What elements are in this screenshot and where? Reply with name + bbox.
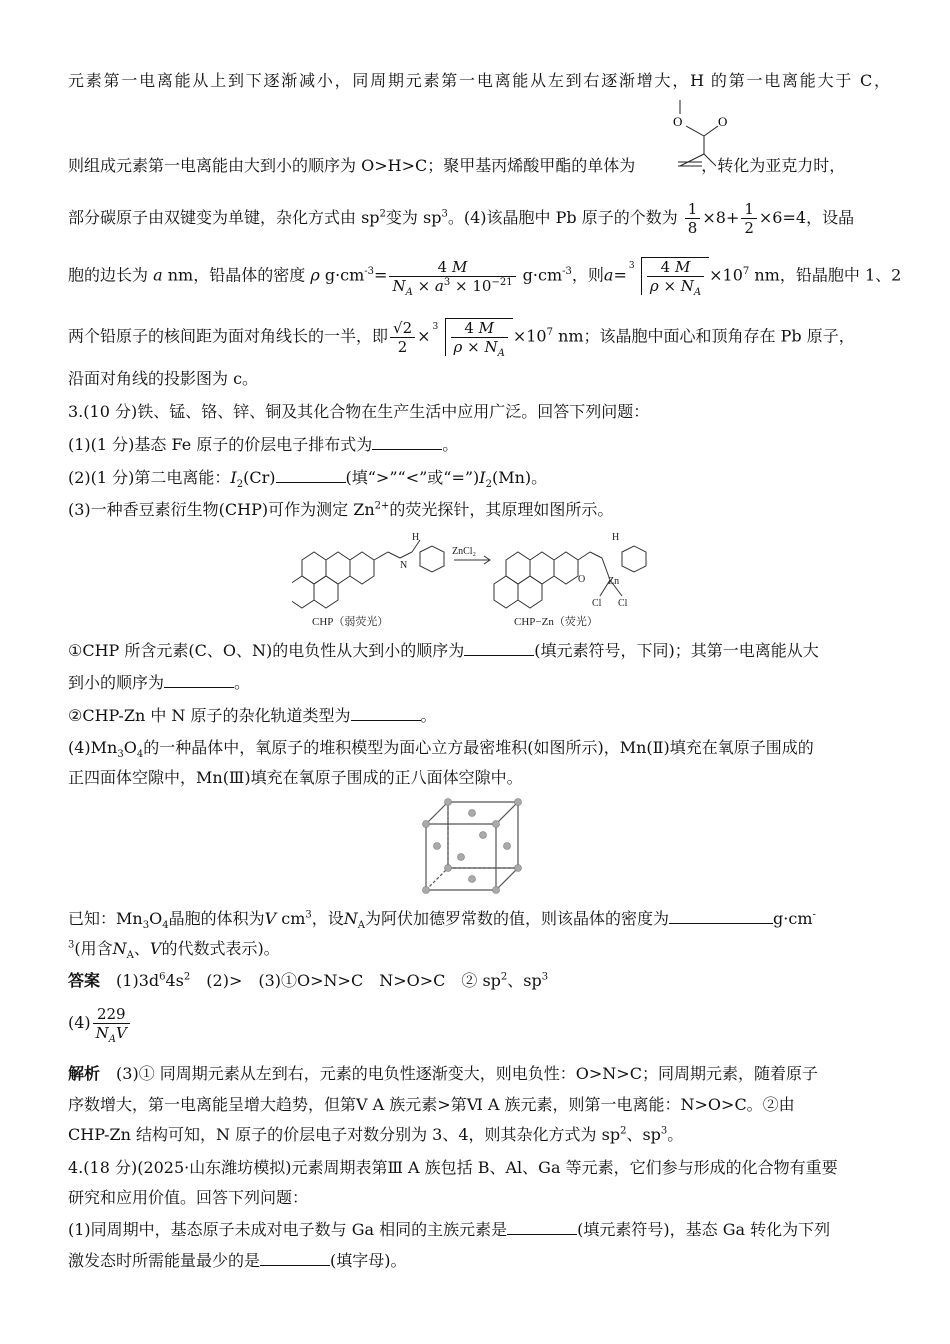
answer-blank[interactable]: [669, 909, 773, 924]
text-line: 则组成元素第一电离能由大到小的顺序为 O>H>C；聚甲基丙烯酸甲酯的单体为 ，转化为亚克力时，: [68, 156, 846, 175]
analysis-line: 解析 (3)① 同周期元素从左到右，元素的电负性逐渐变大，则电负性：O>N>C；同周期元素，随着原子: [68, 1064, 818, 1083]
answer-blank[interactable]: [507, 1220, 577, 1235]
svg-text:Cl: Cl: [592, 598, 602, 609]
question-item: (2)(1 分)第二电离能：$I_2(Cr)$ (填“>”“<”或“$=”)I_2(Mn)$。: [68, 468, 548, 491]
fraction: $\frac{√2}{2}$: [390, 319, 415, 356]
question-item: 已知：$Mn_3O_4$晶胞的体积为V $cm^3$，设$N_A$为阿伏加德罗常数的值，则该晶体的密度为 g·cm-: [68, 909, 816, 932]
svg-text:N: N: [400, 560, 408, 571]
question-item: ①CHP 所含元素(C、O、N)的电负性从大到小的顺序为 (填元素符号，下同)；其第一电离能从大: [68, 641, 819, 660]
svg-text:O: O: [673, 114, 683, 129]
answer-line: 答案 $(1)3d^64s^2$ (2)> (3)①O>N>C N>O>C ② $sp^2$、$sp^3$: [68, 971, 549, 990]
question-heading: 4.(18 分)(2025·山东潍坊模拟)元素周期表第Ⅲ A 族包括 B、Al、Ga 等元素，它们参与形成的化合物有重要: [68, 1158, 838, 1177]
answer-blank[interactable]: [276, 468, 346, 483]
question-item: $(4)Mn_3O_4$的一种晶体中，氧原子的堆积模型为面心立方最密堆积(如图所示)，Mn(Ⅱ)填充在氧原子围成的: [68, 738, 814, 761]
answer-blank[interactable]: [260, 1251, 330, 1266]
reagent-label: ZnCl₂: [452, 546, 477, 557]
chp-reaction-figure: [292, 530, 662, 630]
question-item: 正四面体空隙中，Mn(Ⅲ)填充在氧原子围成的正八面体空隙中。: [68, 768, 523, 787]
cube-root: 3 $\frac{4 M}{\rho \times N_A}$: [627, 257, 709, 295]
answer-blank[interactable]: [164, 673, 234, 688]
cube-root: 3 $\frac{4 M}{\rho \times N_A}$: [431, 318, 513, 356]
svg-text:O: O: [578, 574, 586, 585]
question-item: 到小的顺序为 。: [68, 673, 251, 692]
svg-text:O: O: [718, 114, 728, 129]
question-item: $^3$(用含$N_A$、V的代数式表示)。: [68, 939, 280, 962]
text-line: 部分碳原子由双键变为单键，杂化方式由 $sp^2$变为 $sp^3$。(4)该晶胞中 Pb 原子的个数为 $\frac{1}{8}$ ×8+ $\frac{1}{2}$ ×6=4，设晶: [68, 200, 855, 237]
question-heading: 研究和应用价值。回答下列问题：: [68, 1188, 309, 1207]
question-item: (1)(1 分)基态 Fe 原子的价层电子排布式为 。: [68, 435, 459, 454]
answer-fraction: $\frac{229}{N_AV}$: [93, 1005, 130, 1042]
question-item: ②CHP-Zn 中 N 原子的杂化轨道类型为 。: [68, 706, 437, 725]
chp-left-label: CHP（弱荧光）: [312, 616, 389, 628]
question-item: 激发态时所需能量最少的是 (填字母)。: [68, 1251, 407, 1270]
question-item: (1)同周期中，基态原子未成对电子数与 Ga 相同的主族元素是 (填元素符号)，基态 Ga 转化为下列: [68, 1220, 831, 1239]
text-line: 两个铅原子的核间距为面对角线长的一半，即 $\frac{√2}{2}$ × 3 $\frac{4 M}{\rho \times N_A}$ $\times 10^7$ nm；该晶胞中面心和顶角存在 Pb 原子，: [68, 318, 855, 359]
svg-text:H: H: [412, 532, 420, 543]
svg-text:H: H: [612, 532, 620, 543]
answer-blank[interactable]: [464, 641, 534, 656]
fraction: $\frac{1}{8}$: [685, 200, 701, 237]
answer-line: (4) $\frac{229}{N_AV}$: [68, 1005, 890, 1042]
text-line: 沿面对角线的投影图为 c。: [68, 369, 259, 388]
chp-right-label: CHP−Zn（荧光）: [514, 616, 598, 628]
density-fraction: $\frac{4 M}{N_A \times a^3 \times 10^{-21}}$: [389, 258, 515, 295]
text-line: 元素第一电离能从上到下逐渐减小，同周期元素第一电离能从左到右逐渐增大，H 的第一电离能大于 C，: [68, 71, 890, 90]
fraction: $\frac{1}{2}$: [741, 200, 757, 237]
question-heading: 3.(10 分)铁、锰、铬、锌、铜及其化合物在生产生活中应用广泛。回答下列问题：: [68, 402, 650, 421]
svg-text:Zn: Zn: [608, 576, 620, 587]
svg-text:Cl: Cl: [618, 598, 628, 609]
fcc-cube-figure: [418, 796, 530, 896]
text-line: 胞的边长为 a nm，铅晶体的密度 ρ $g\cdot cm^{-3}=$ $\frac{4 M}{N_A \times a^3 \times 10^{-21}}$ $g\cdot cm^{-3}$，则a= 3 $\frac{4 M}{\rho \times N_A}$ $\times 10^7$ nm，铅晶胞中 1、2: [68, 257, 902, 298]
analysis-line: CHP-Zn 结构可知，N 原子的价层电子对数分别为 3、4，则其杂化方式为 $sp^2$、$sp^3$。: [68, 1125, 684, 1144]
answer-blank[interactable]: [351, 706, 421, 721]
analysis-line: 序数增大，第一电离能呈增大趋势，但第Ⅴ A 族元素>第Ⅵ A 族元素，则第一电离能：N>O>C。②由: [68, 1095, 795, 1114]
answer-blank[interactable]: [372, 435, 442, 450]
question-item: (3)一种香豆素衍生物(CHP)可作为测定 $Zn^{2+}$的荧光探针，其原理如图所示。: [68, 500, 614, 519]
